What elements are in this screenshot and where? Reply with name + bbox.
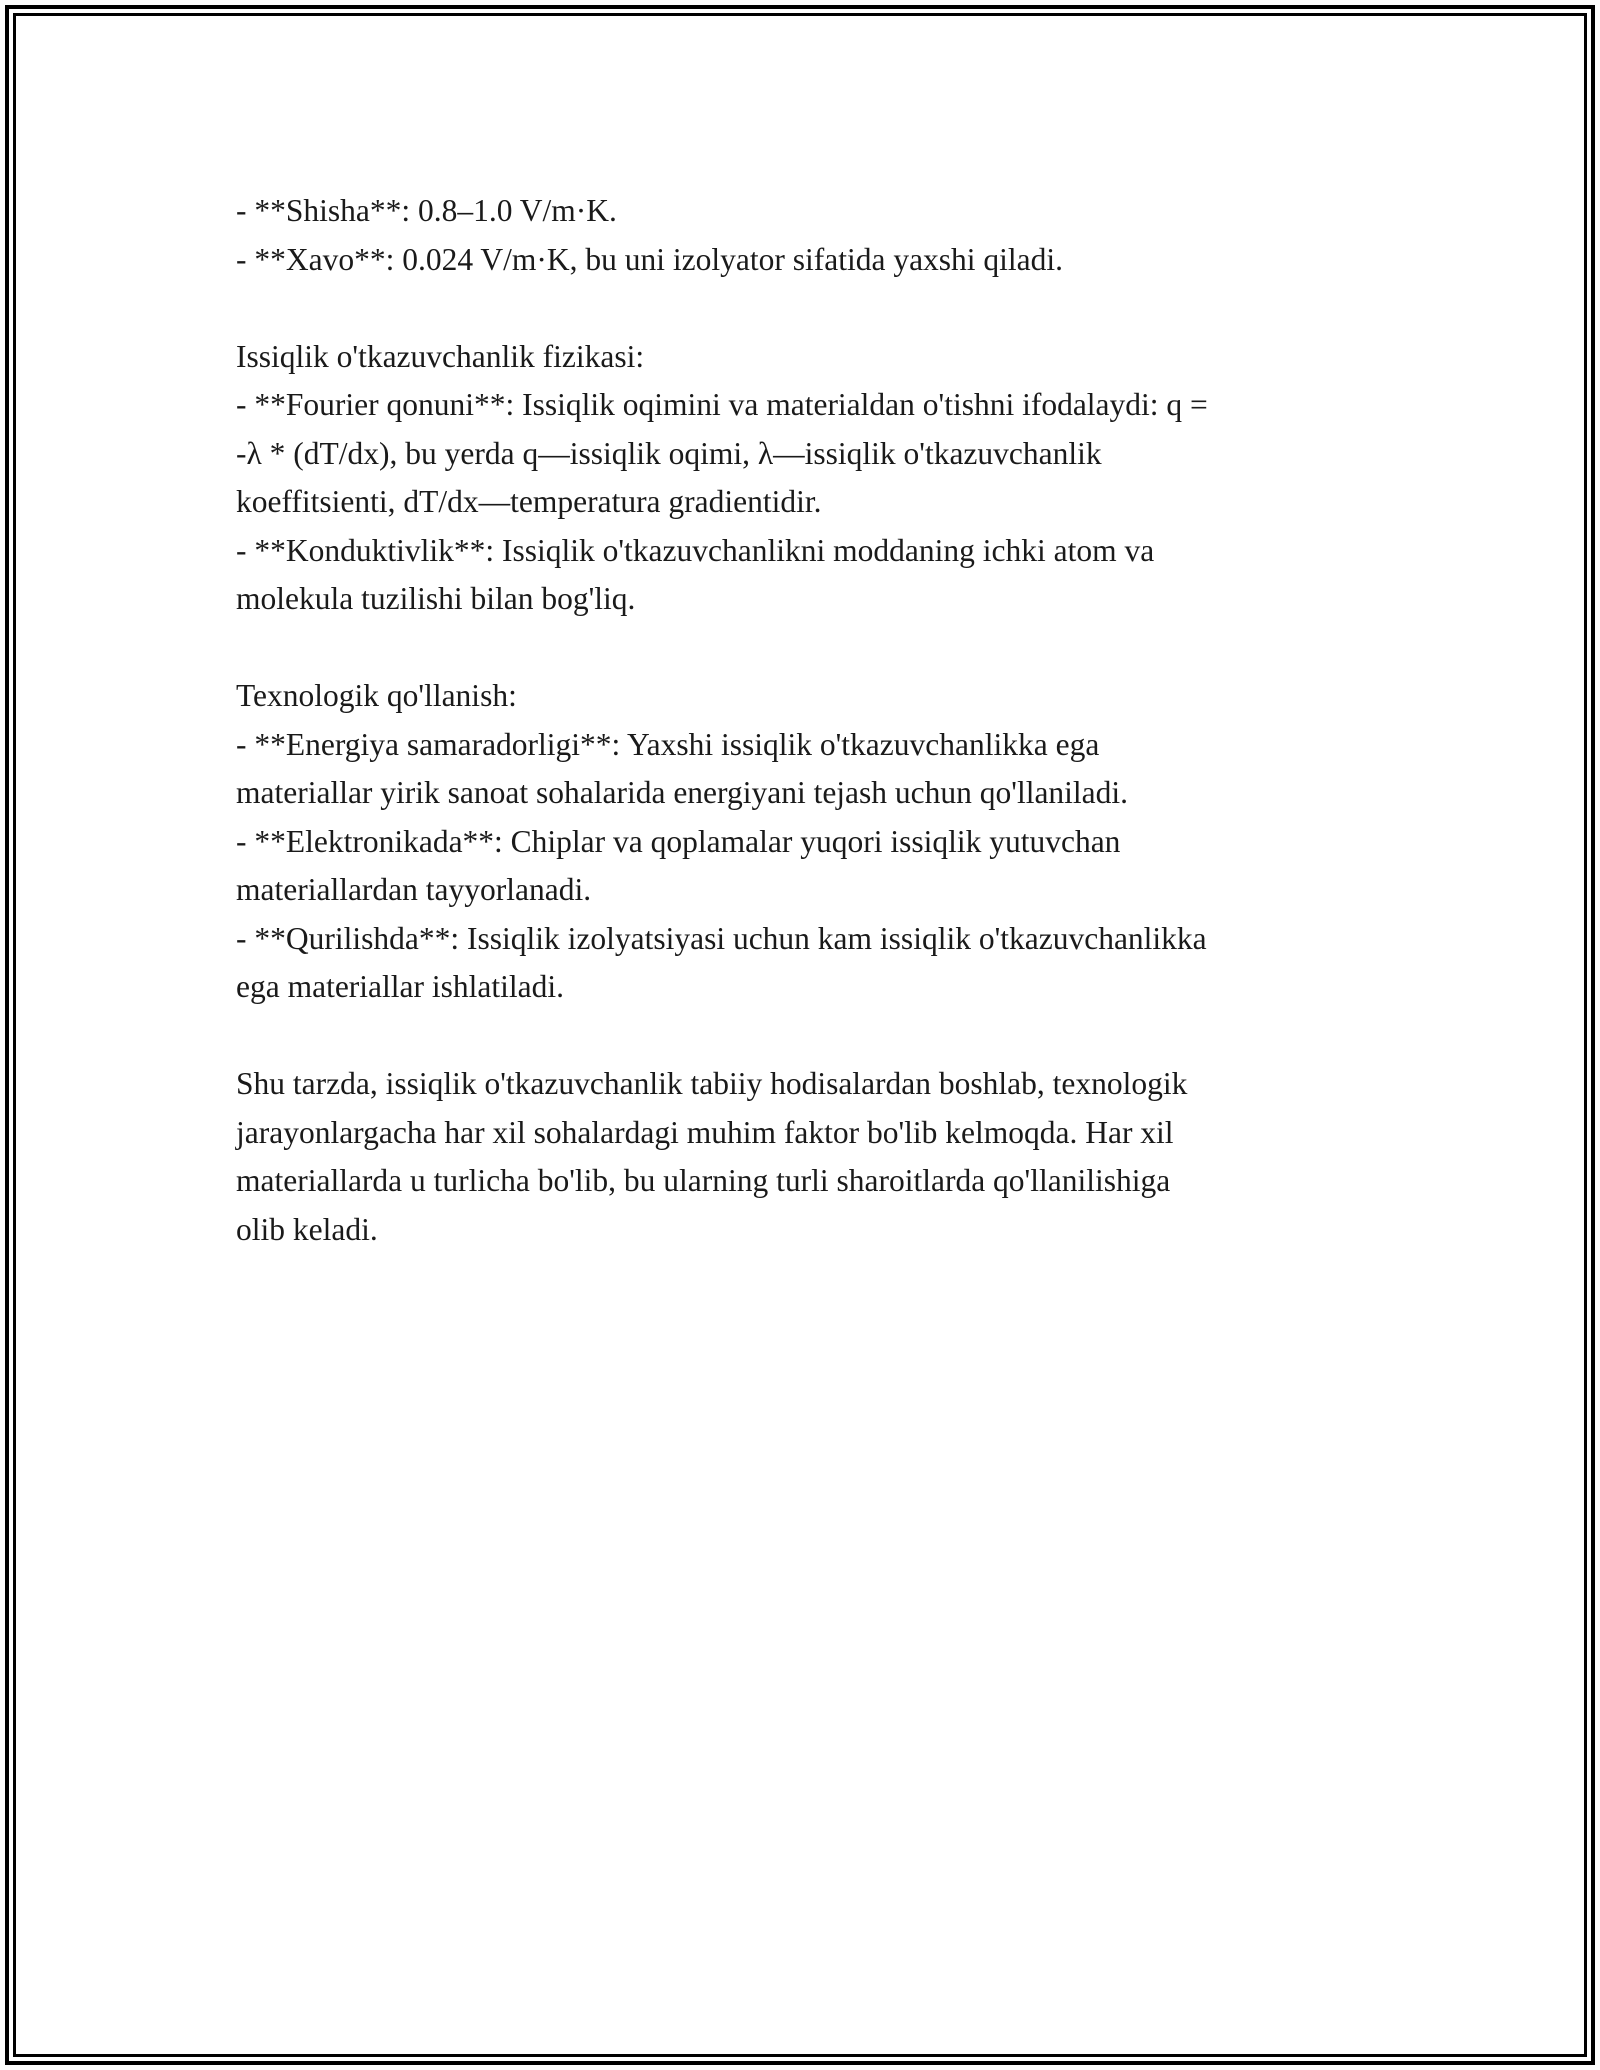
text-line-xavo: - **Xavo**: 0.024 V/m·K, bu uni izolyator sifatida yaxshi qiladi. <box>236 241 1064 277</box>
text-line-konduktivlik-cont: molekula tuzilishi bilan bog'liq. <box>236 581 636 616</box>
text-line-conclusion-1: Shu tarzda, issiqlik o'tkazuvchanlik tabiiy hodisalardan boshlab, texnologik <box>236 1066 1188 1101</box>
document-body <box>236 187 1376 1254</box>
text-line-elektronika: - **Elektronikada**: Chiplar va qoplamalar yuqori issiqlik yutuvchan <box>236 823 1121 859</box>
section-heading-fizikasi: Issiqlik o'tkazuvchanlik fizikasi: <box>236 338 645 374</box>
text-line-conclusion-3: materiallarda u turlicha bo'lib, bu ularning turli sharoitlarda qo'llanilishiga <box>236 1163 1171 1198</box>
text-line-energiya-cont: materiallar yirik sanoat sohalarida energiyani tejash uchun qo'llaniladi. <box>236 775 1129 810</box>
paragraph-gap <box>236 284 1376 333</box>
text-line-qurilish-cont: ega materiallar ishlatiladi. <box>236 969 564 1004</box>
text-line-elektronika-cont: materiallardan tayyorlanadi. <box>236 872 592 907</box>
paragraph-gap <box>236 1012 1376 1061</box>
text-line-shisha: - **Shisha**: 0.8–1.0 V/m·K. <box>236 193 617 228</box>
text-line-conclusion-2: jarayonlargacha har xil sohalardagi muhim faktor bo'lib kelmoqda. Har xil <box>236 1114 1174 1150</box>
text-line-qurilish: - **Qurilishda**: Issiqlik izolyatsiyasi uchun kam issiqlik o'tkazuvchanlikka <box>236 920 1207 956</box>
text-line-konduktivlik: - **Konduktivlik**: Issiqlik o'tkazuvchanlikni moddaning ichki atom va <box>236 532 1155 568</box>
paragraph-gap <box>236 624 1376 673</box>
text-line-fourier-cont-2: koeffitsienti, dT/dx—temperatura gradientidir. <box>236 484 822 519</box>
text-line-fourier: - **Fourier qonuni**: Issiqlik oqimini va materialdan o'tishni ifodalaydi: q = <box>236 387 1208 422</box>
text-line-fourier-cont-1: -λ * (dT/dx), bu yerda q—issiqlik oqimi, λ—issiqlik o'tkazuvchanlik <box>236 435 1102 471</box>
section-heading-qollanish: Texnologik qo'llanish: <box>236 678 517 713</box>
text-line-energiya: - **Energiya samaradorligi**: Yaxshi issiqlik o'tkazuvchanlikka ega <box>236 726 1100 762</box>
text-line-conclusion-4: olib keladi. <box>236 1211 378 1247</box>
